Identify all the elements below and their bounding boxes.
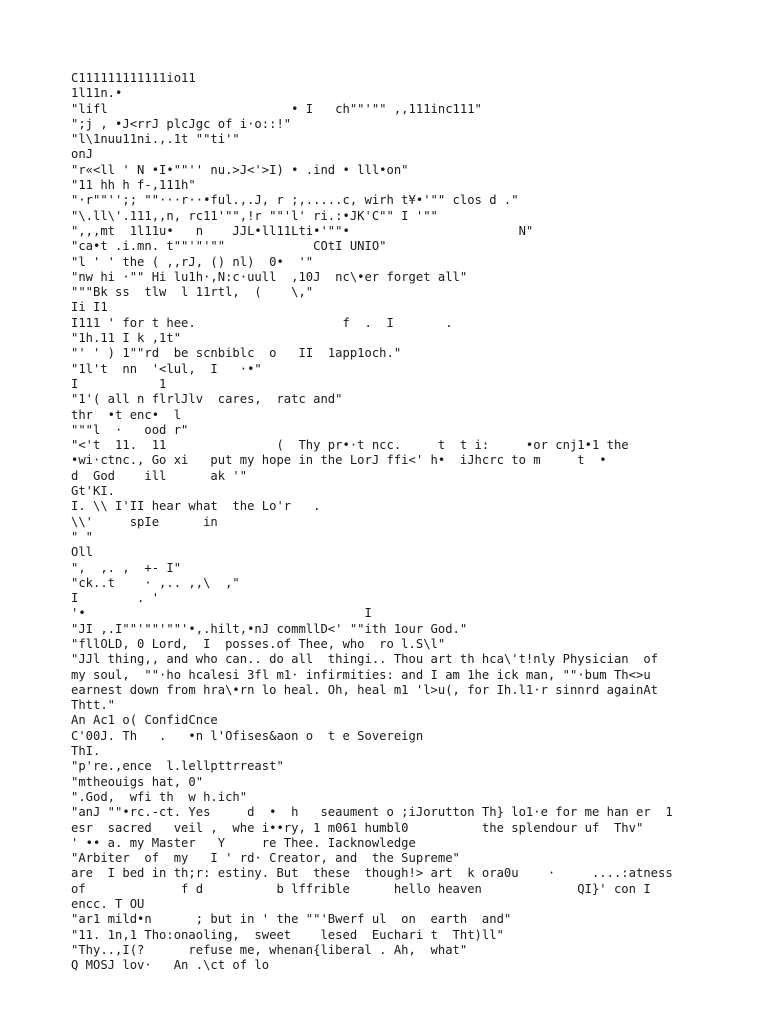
text-line: C'00J. Th . •n l'Ofises&aon o t e Sovereign	[71, 728, 424, 743]
text-line: "Thy..,I(? refuse me, whenan{liberal . Ah, what"	[71, 942, 468, 957]
text-line: ' •• a. my Master Y re Thee. Iacknowledge	[71, 835, 416, 850]
text-line: "<'t 11. 11 ( Thy pr•·t ncc. t t i: •or cnj1•1 the	[71, 438, 629, 453]
text-line: "nw hi ·"" Hi lu1h·,N:c·uull ,10J nc\•er forget all"	[71, 269, 468, 284]
text-line: "1h.11 I k ,1t"	[71, 331, 182, 346]
text-line: Ii I1	[71, 300, 108, 315]
text-line: C111111111111io11	[71, 71, 196, 85]
text-line: Q MOSJ lov· An .\ct of lo	[71, 958, 270, 973]
text-line: "Arbiter of my I ' rd· Creator, and the Supreme"	[71, 851, 460, 866]
text-line: "p're.,ence l.lellpttrreast"	[71, 759, 284, 774]
text-line: esr sacred veil , whe i••ry, 1 m061 humbl0 the splendour uf Thv"	[71, 820, 644, 835]
text-line: Thtt."	[71, 698, 116, 713]
text-line: "JJl thing,, and who can.. do all thingi.. Thou art th hca\'t!nly Physician of	[71, 652, 658, 667]
text-line: "ar1 mild•n ; but in ' the ""'Bwerf ul on earth and"	[71, 912, 512, 927]
text-line: '• I	[71, 606, 372, 621]
text-line: "' ' ) 1""rd be scnbiblc o II 1app1och."	[71, 346, 402, 361]
text-line: "l\1nuu11ni.,.1t ""ti'"	[71, 132, 240, 147]
text-line: onJ	[71, 147, 94, 162]
text-line: ", ,. , +- I"	[71, 560, 182, 575]
text-line: "11 hh h f-,111h"	[71, 178, 196, 193]
text-line: encc. T OU	[71, 897, 145, 912]
text-line: "mtheouigs hat, 0"	[71, 774, 204, 789]
text-line: are I bed in th;r: estiny. But these though!> art k ora0u · ....:atness	[71, 866, 673, 881]
text-line: "fllOLD, 0 Lord, I posses.of Thee, who ro l.S\l"	[71, 636, 446, 651]
text-line: d God ill ak '"	[71, 468, 248, 483]
text-line: my soul, ""·ho hcalesi 3fl m1· infirmities: and I am 1he ick man, ""·bum Th<>u	[71, 667, 651, 682]
text-line: "·r""'';; ""···r··•ful.,.J, r ;,.....c, wirh t¥•'"" clos d ."	[71, 193, 519, 208]
text-line: 1l11n.•	[71, 86, 123, 101]
text-line: I111 ' for t hee. f . I .	[71, 315, 453, 330]
text-line: "11. 1n,1 Tho:onaoling, sweet lesed Euchari t Tht)ll"	[71, 927, 504, 942]
text-line: " "	[71, 529, 94, 544]
text-line: ThI.	[71, 744, 101, 759]
text-line: of f d b lffrible hello heaven QI}' con I	[71, 881, 651, 896]
text-line: I. \\ I'II hear what the Lo'r .	[71, 499, 321, 514]
text-line: An Ac1 o( ConfidCnce	[71, 713, 218, 728]
document-page	[71, 71, 761, 974]
text-line: ";j , •J<rrJ plcJgc of i·o::!"	[71, 116, 292, 131]
text-line: ",,,mt 1l11u• n JJL•ll11Lti•'""• N"	[71, 223, 534, 238]
text-line: earnest down from hra\•rn lo heal. Oh, heal m1 'l>u(, for Ih.l1·r sinnrd againAt	[71, 682, 658, 697]
text-line: "r«<ll ' N •I•""'' nu.>J<'>I) • .ind • lll•on"	[71, 162, 409, 177]
text-line: Gt'KI.	[71, 484, 116, 499]
text-line: •wi·ctnc., Go xi put my hope in the LorJ ffi<' h• iJhcrc to m t •	[71, 453, 607, 468]
text-line: """l · ood r"	[71, 422, 189, 437]
text-line: """Bk ss tlw l 11rtl, ( \,"	[71, 285, 314, 300]
text-line: thr •t enc• l	[71, 407, 182, 422]
text-line: "1l't nn '<lul, I ·•"	[71, 361, 262, 376]
text-line: "1'( all n flrlJlv cares, ratc and"	[71, 392, 343, 407]
text-line: Oll	[71, 545, 94, 560]
text-line: "l ' ' the ( ,,rJ, () nl) 0• '"	[71, 254, 314, 269]
text-line: "ck..t · ,.. ,,\ ,"	[71, 575, 240, 590]
text-line: "anJ ""•rc.-ct. Yes d • h seaument o ;iJorutton Th} lo1·e for me han er 1	[71, 805, 673, 820]
text-line: "lifl • I ch""'"" ,,111inc111"	[71, 101, 482, 116]
text-line: "JI ,.I""'""'""'•,.hilt,•nJ commllD<' ""ith 1our God."	[71, 621, 468, 636]
text-line: "ca•t .i.mn. t""'"'"" COtI UNIO"	[71, 239, 387, 254]
text-line: \\' spIe in	[71, 514, 218, 529]
text-line: I . '	[71, 591, 160, 606]
text-line: I 1	[71, 376, 167, 391]
text-line: ".God, wfi th w h.ich"	[71, 789, 248, 804]
text-line: "\.ll\'.111,,n, rc11'"",!r ""'l' ri.:•JK'C"" I '""	[71, 208, 438, 223]
